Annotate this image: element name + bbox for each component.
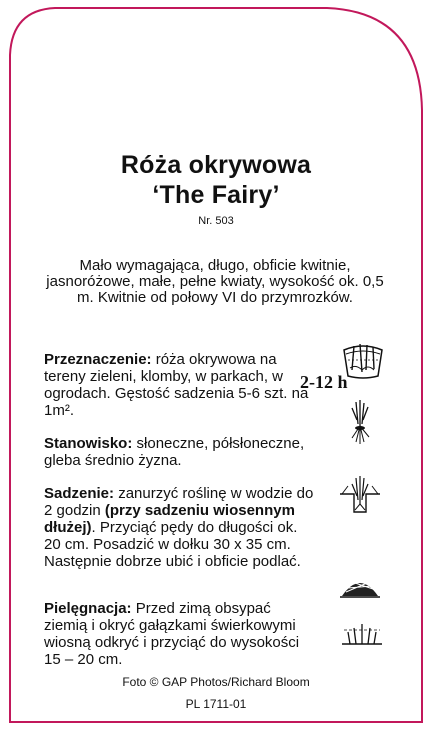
sadzenie-bold-note: (przy sadzeniu wiosennym dłużej) [44, 502, 295, 536]
title-line-2: ‘The Fairy’ [152, 181, 280, 209]
planting-hole-icon [338, 472, 382, 518]
intro-description: Mało wymagająca, długo, obficie kwitnie, jasnoróżowe, małe, pełne kwiaty, wysokość ok. 0,5 m. Kwitnie od połowy VI do przymrozków. [46, 257, 384, 306]
bucket-soak-icon [340, 340, 386, 380]
section-stanowisko [44, 435, 324, 469]
title-line-1: Róża okrywowa [120, 151, 312, 179]
bare-root-plant-icon [344, 398, 376, 446]
pielegnacja-label: Pielęgnacja: [44, 600, 132, 617]
sadzenie-text-1: zanurzyć roślinę w wodzie do 2 godzin [44, 485, 314, 519]
przeznaczenie-label: Przeznaczenie: [44, 351, 152, 368]
pielegnacja-text: Przed zimą obsypać ziemią i okryć gałązkami świerkowymi wiosną odkryć i przyciąć do wysokości 15 – 20 cm. [44, 600, 300, 668]
pruning-icon [340, 618, 384, 648]
spruce-mound-icon [338, 570, 382, 600]
section-sadzenie [44, 485, 314, 570]
product-number: Nr. 503 [198, 215, 234, 227]
soak-time-badge: 2-12 h [300, 372, 348, 392]
photo-credit: Foto © GAP Photos/Richard Bloom [122, 675, 310, 689]
section-pielegnacja [44, 600, 314, 668]
section-przeznaczenie [44, 351, 316, 419]
sadzenie-text-2: . Przyciąć pędy do długości ok. 20 cm. Posadzić w dołku 30 x 35 cm. Następnie dobrze ubić i obficie podlać. [44, 519, 301, 570]
stanowisko-label: Stanowisko: [44, 435, 133, 452]
stanowisko-text: słoneczne, półsłoneczne, gleba średnio żyzna. [44, 435, 305, 469]
przeznaczenie-text: róża okrywowa na tereny zieleni, klomby, w parkach, w ogrodach. Gęstość sadzenia 5-6 szt. na 1m². [44, 351, 309, 419]
product-code: PL 1711-01 [185, 697, 247, 711]
sadzenie-label: Sadzenie: [44, 485, 115, 502]
